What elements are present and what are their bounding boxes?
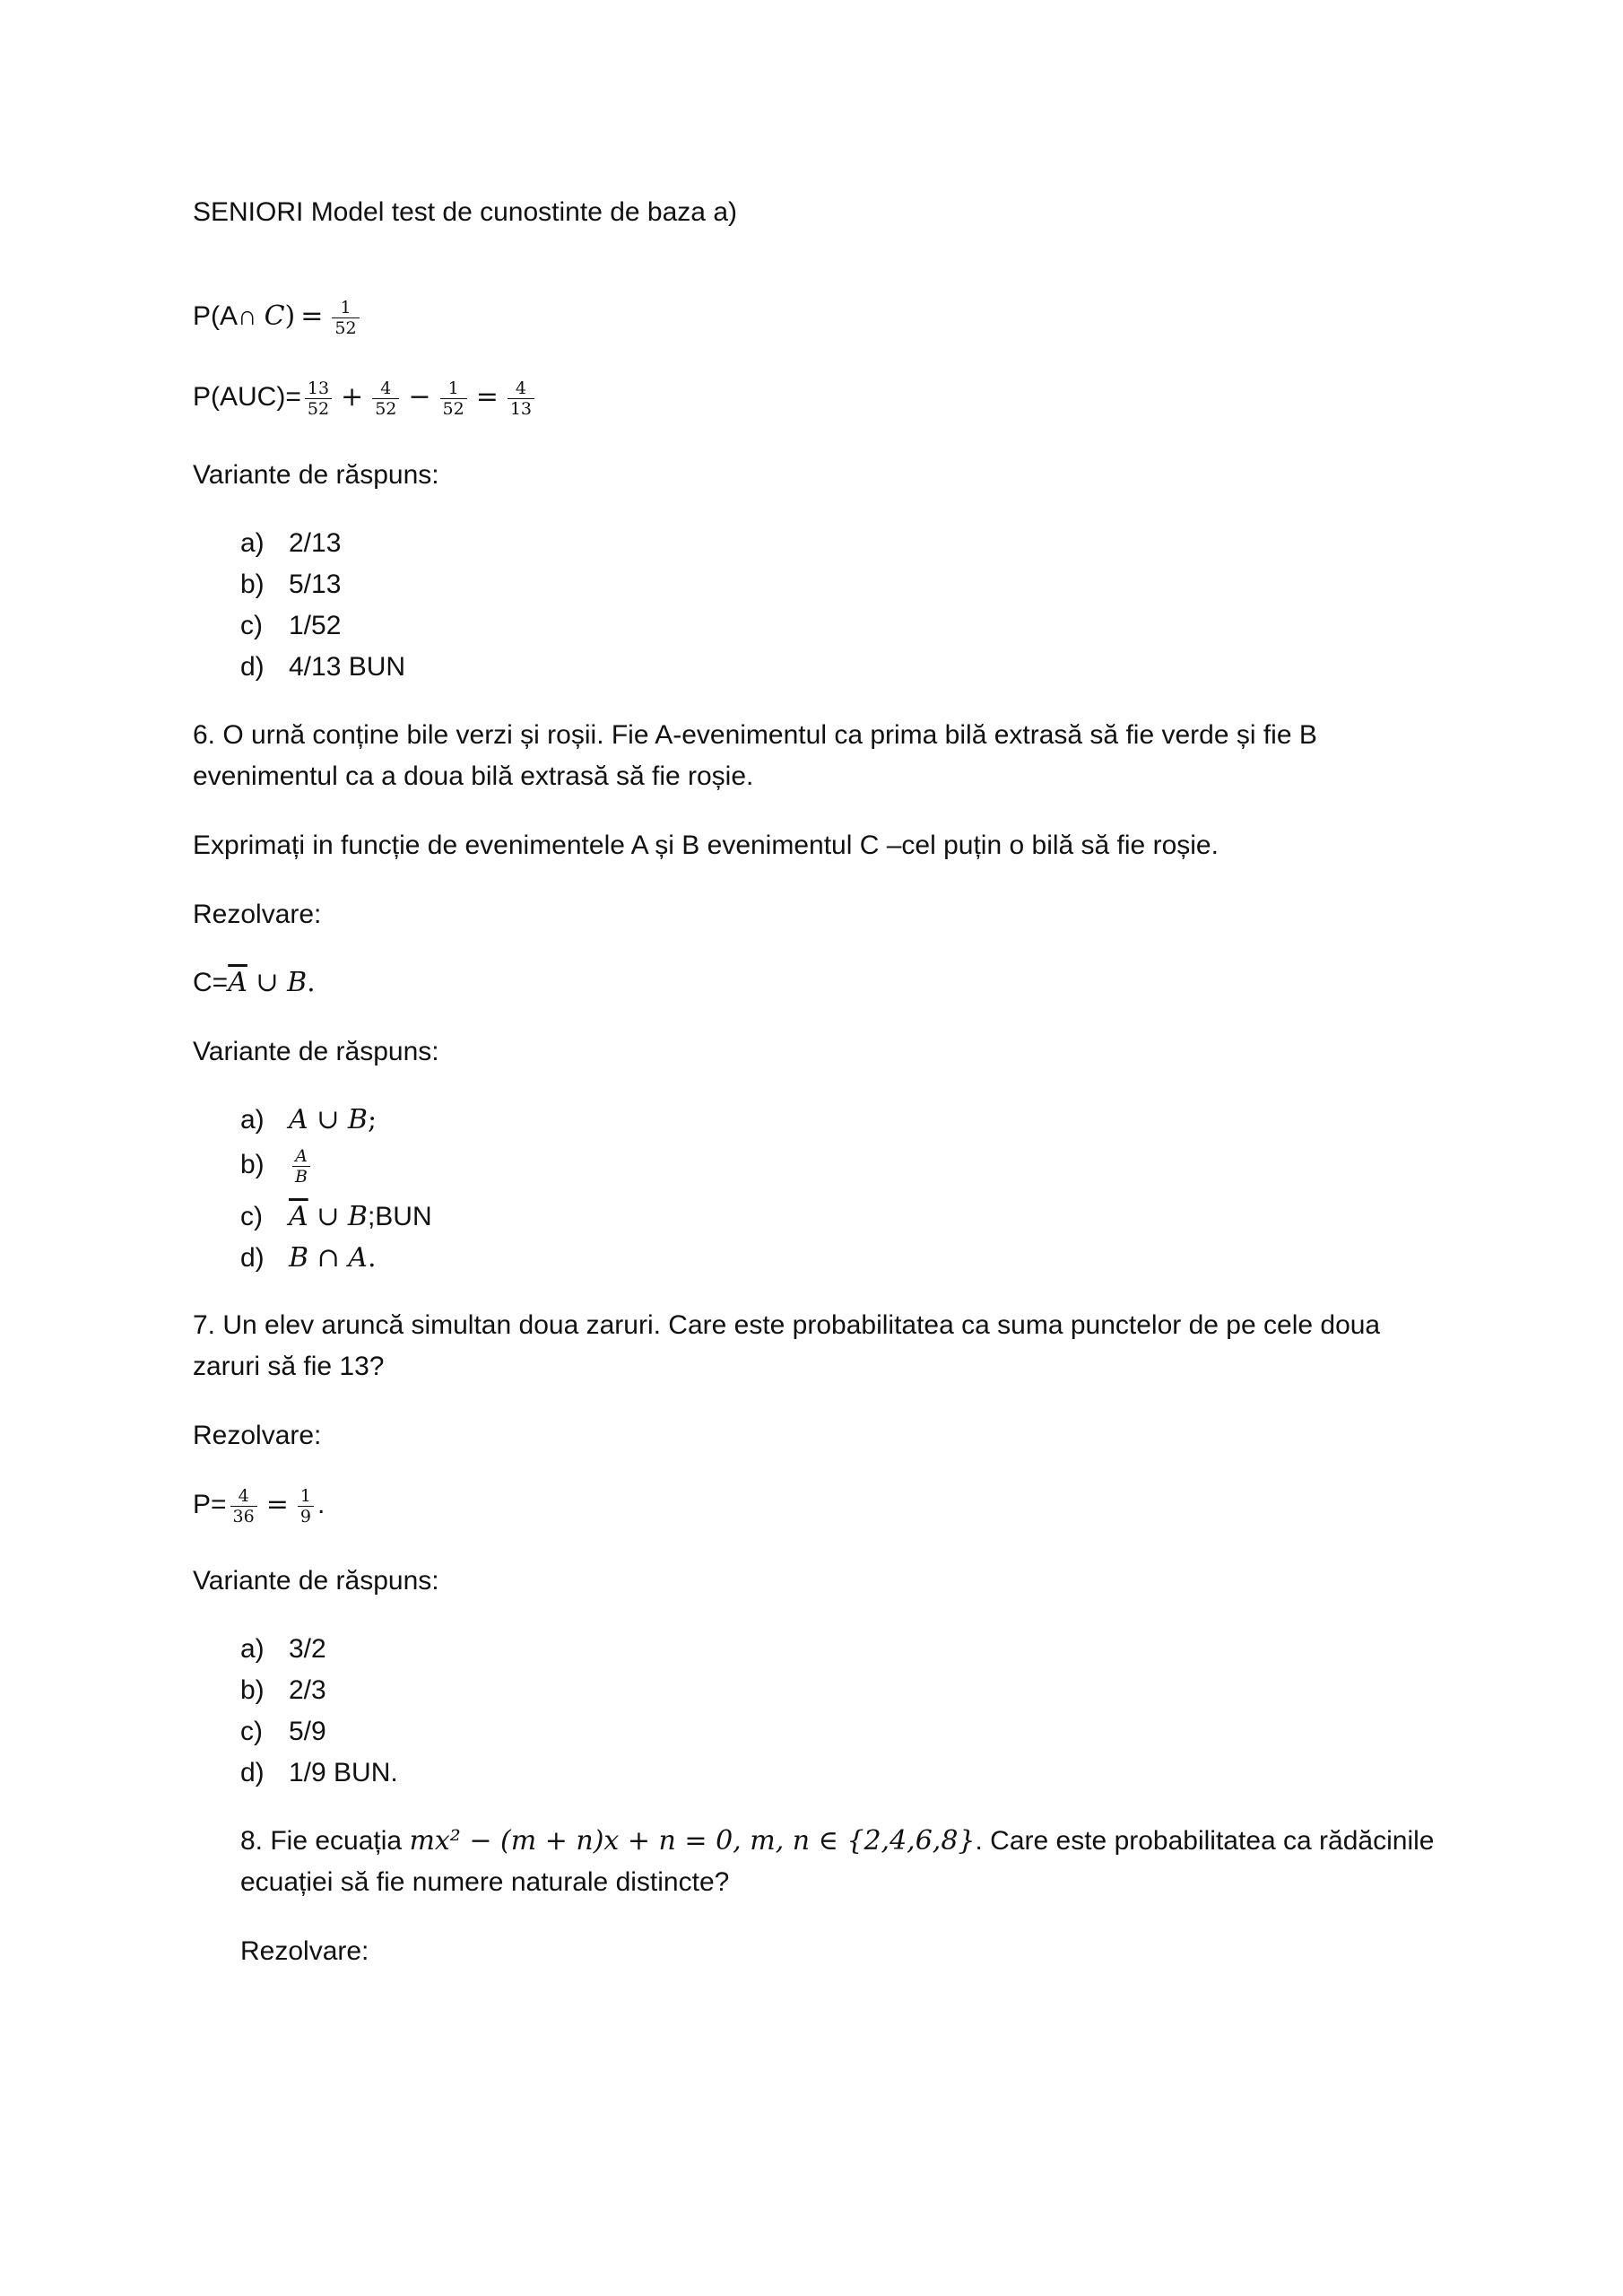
formula-p-union (193, 377, 538, 419)
list-item (240, 564, 341, 605)
option-letter: c) (240, 611, 263, 640)
option-var: A (348, 1242, 368, 1274)
question-8-line-2: ecuației să fie numere naturale distincte? (240, 1867, 730, 1897)
question-6-line-2: evenimentul ca a doua bilă extrasă să fie roșie. (193, 761, 754, 791)
operator: = (265, 1489, 289, 1520)
operator: − (408, 381, 431, 413)
option-letter: b) (240, 1150, 265, 1179)
option-var: B (289, 1242, 309, 1274)
option-end: ; (367, 1104, 378, 1135)
fraction (298, 1486, 314, 1526)
fraction (292, 1146, 310, 1187)
solution-label: Rezolvare: (193, 1421, 322, 1450)
solution-label: Rezolvare: (240, 1936, 369, 1966)
option-letter: a) (240, 528, 265, 558)
option-operator: ∩ (308, 1242, 349, 1274)
option-text: 2/3 (289, 1675, 326, 1705)
solution-formula (193, 1484, 325, 1526)
option-text: 2/13 (289, 528, 342, 558)
option-text: 1/52 (289, 611, 342, 640)
variants-label: Variante de răspuns: (193, 1566, 439, 1596)
option-operator: ∪ (308, 1104, 348, 1135)
question-6-line-1: 6. O urnă conține bile verzi și roșii. Fie A-evenimentul ca prima bilă extrasă să fie verde și fie B (193, 720, 1317, 750)
formula-end: . (307, 967, 316, 998)
list-item (240, 605, 341, 647)
document-title: SENIORI Model test de cunostinte de baza a) (193, 197, 737, 227)
option-letter: b) (240, 570, 265, 599)
formula-equals: = (300, 300, 324, 332)
formula-label: P(AUC)= (193, 382, 301, 412)
numerator: 4 (238, 1485, 249, 1506)
formula-label: P= (193, 1490, 227, 1519)
formula-end: . (317, 1490, 325, 1519)
list-item (240, 1752, 398, 1794)
denominator: 52 (305, 398, 332, 419)
formula-paren: ) (284, 300, 296, 332)
operator: + (341, 381, 364, 413)
list-item (240, 1144, 314, 1187)
numerator: 1 (299, 1485, 311, 1506)
option-var: A (289, 1104, 308, 1135)
variants-label: Variante de răspuns: (193, 460, 439, 490)
formula-var-a-bar: $\overline{A}$ (228, 967, 247, 998)
option-end: ;BUN (367, 1202, 432, 1231)
option-var: B (347, 1104, 368, 1135)
question-8-intro: 8. Fie ecuația (240, 1826, 410, 1856)
solution-label: Rezolvare: (193, 900, 322, 929)
list-item (240, 1100, 377, 1141)
fraction (508, 378, 534, 419)
denominator: B (292, 1166, 310, 1187)
question-7-line-2: zaruri să fie 13? (193, 1352, 385, 1381)
numerator: 13 (307, 378, 330, 398)
list-item (240, 1711, 326, 1752)
denominator: 52 (332, 317, 359, 338)
fraction (332, 298, 359, 338)
fraction (440, 378, 467, 419)
formula-label: C= (193, 968, 229, 997)
option-letter: c) (240, 1202, 263, 1231)
list-item (240, 1670, 326, 1711)
option-var: B (347, 1201, 368, 1232)
numerator: 1 (340, 297, 352, 317)
list-item (240, 523, 341, 564)
denominator: 52 (372, 398, 399, 419)
formula-var-c: C (264, 300, 285, 332)
question-8-rest: . Care este probabilitatea ca rădăcinile (975, 1826, 1435, 1856)
union-operator: ∪ (247, 967, 288, 998)
fraction (230, 1486, 257, 1526)
option-operator: ∪ (308, 1201, 348, 1232)
numerator: A (295, 1145, 308, 1166)
option-letter: c) (240, 1717, 263, 1746)
fraction (305, 378, 332, 419)
variants-label: Variante de răspuns: (193, 1037, 439, 1066)
option-text: 5/13 (289, 570, 342, 599)
formula-var-b: B (287, 967, 308, 998)
option-letter: b) (240, 1675, 265, 1705)
option-text: 5/9 (289, 1717, 326, 1746)
denominator: 36 (230, 1506, 257, 1526)
option-text: 1/9 BUN. (289, 1758, 398, 1787)
list-item (240, 1238, 376, 1279)
list-item (240, 1629, 326, 1670)
option-letter: a) (240, 1105, 265, 1135)
list-item (240, 647, 405, 688)
fraction (372, 378, 399, 419)
option-letter: d) (240, 1243, 265, 1273)
formula-p-intersection (193, 296, 363, 338)
list-item (240, 1196, 432, 1238)
numerator: 4 (380, 378, 392, 398)
numerator: 4 (515, 378, 526, 398)
option-letter: d) (240, 1758, 265, 1787)
question-8-equation: mx² − (m + n)x + n = 0, m, n ∈ {2,4,6,8} (409, 1825, 976, 1857)
option-text: 4/13 BUN (289, 652, 406, 682)
solution-formula (193, 962, 316, 1004)
option-letter: a) (240, 1634, 265, 1664)
formula-label: P(A∩ (193, 301, 257, 331)
numerator: 1 (447, 378, 459, 398)
denominator: 52 (440, 398, 467, 419)
question-7-line-1: 7. Un elev aruncă simultan doua zaruri. Care este probabilitatea ca suma punctelor de pe cele doua (193, 1310, 1381, 1340)
operator: = (475, 381, 499, 413)
denominator: 13 (508, 398, 534, 419)
denominator: 9 (298, 1506, 314, 1526)
option-letter: d) (240, 652, 265, 682)
option-end: . (367, 1242, 377, 1274)
question-8-line-1 (240, 1821, 1434, 1862)
question-6-task: Exprimați in funcție de evenimentele A și B evenimentul C –cel puțin o bilă să fie roșie. (193, 831, 1219, 860)
option-var: $\overline{A}$ (289, 1201, 308, 1232)
option-text: 3/2 (289, 1634, 326, 1664)
